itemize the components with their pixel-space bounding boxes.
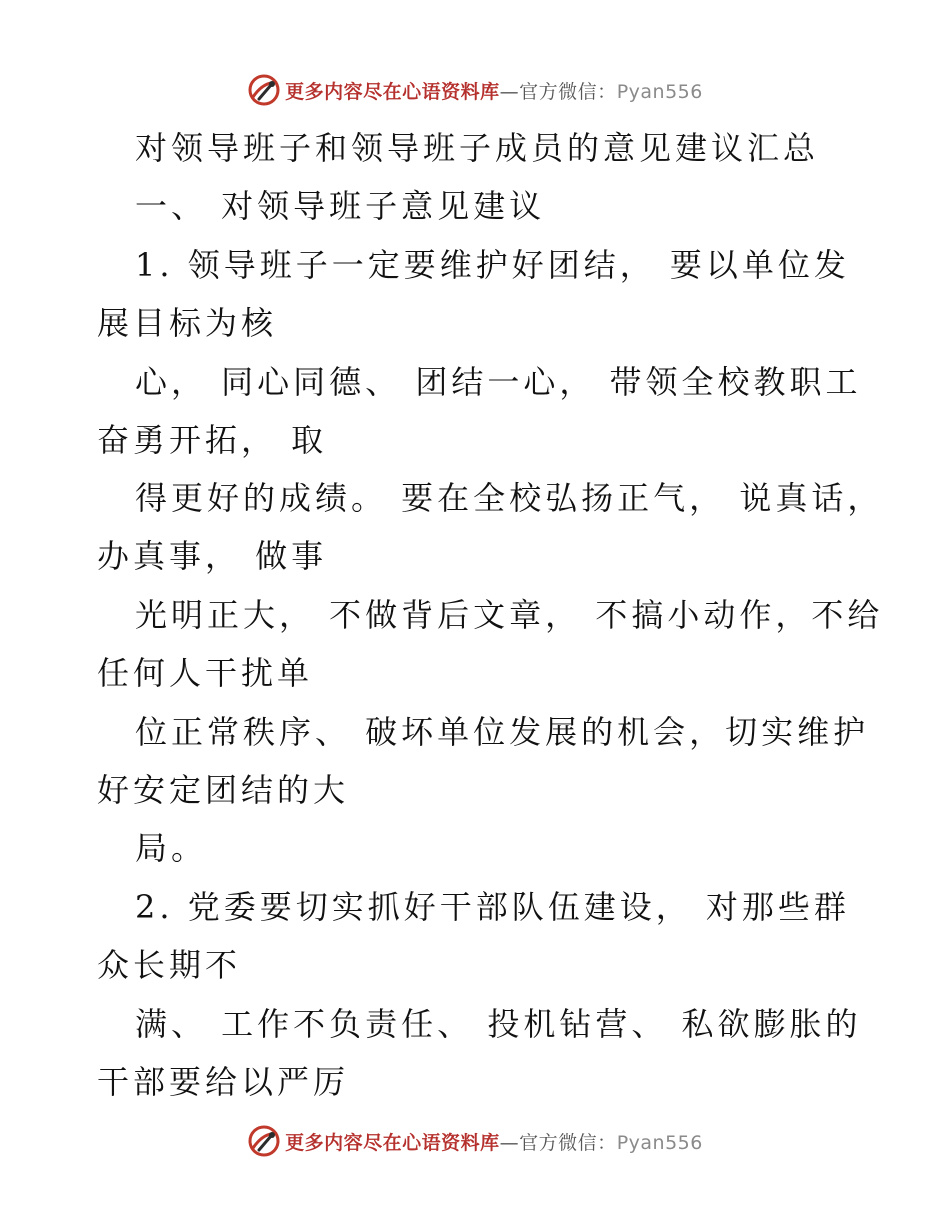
paragraph-line: 办真事， 做事 (97, 537, 328, 575)
paragraph-line: 1. 领导班子一定要维护好团结， 要以单位发 (135, 246, 850, 284)
paragraph-line: 满、 工作不负责任、 投机钻营、 私欲膨胀的 (135, 1005, 862, 1043)
paragraph-line: 奋勇开拓， 取 (97, 421, 328, 459)
watermark-text (285, 1128, 703, 1155)
paragraph-line: 得更好的成绩。 要在全校弘扬正气， 说真话， (135, 479, 884, 517)
paragraph-line: 光明正大， 不做背后文章， 不搞小动作，不给 (135, 596, 884, 634)
document-title: 对领导班子和领导班子成员的意见建议汇总 (135, 129, 820, 167)
watermark-id: Pyan556 (616, 1131, 703, 1154)
watermark-brand: 更多内容尽在心语资料库 (285, 1131, 500, 1154)
logo-icon (247, 1124, 281, 1158)
watermark-label: —官方微信： (499, 1131, 617, 1154)
paragraph-line: 展目标为核 (97, 304, 278, 342)
paragraph-line: 众长期不 (97, 946, 242, 984)
section-heading: 一、 对领导班子意见建议 (135, 187, 546, 225)
paragraph-line: 局。 (135, 829, 208, 867)
watermark-brand: 更多内容尽在心语资料库 (285, 80, 500, 103)
footer-watermark (0, 1121, 950, 1161)
watermark-label: —官方微信： (499, 80, 617, 103)
paragraph-line: 2. 党委要切实抓好干部队伍建设， 对那些群 (135, 888, 850, 926)
watermark-id: Pyan556 (616, 80, 703, 103)
paragraph-line: 位正常秩序、 破坏单位发展的机会，切实维护 (135, 713, 870, 751)
paragraph-line: 干部要给以严厉 (97, 1063, 350, 1101)
paragraph-line: 心， 同心同德、 团结一心， 带领全校教职工 (135, 363, 862, 401)
paragraph-line: 好安定团结的大 (97, 771, 350, 809)
paragraph-line: 任何人干扰单 (97, 654, 314, 692)
